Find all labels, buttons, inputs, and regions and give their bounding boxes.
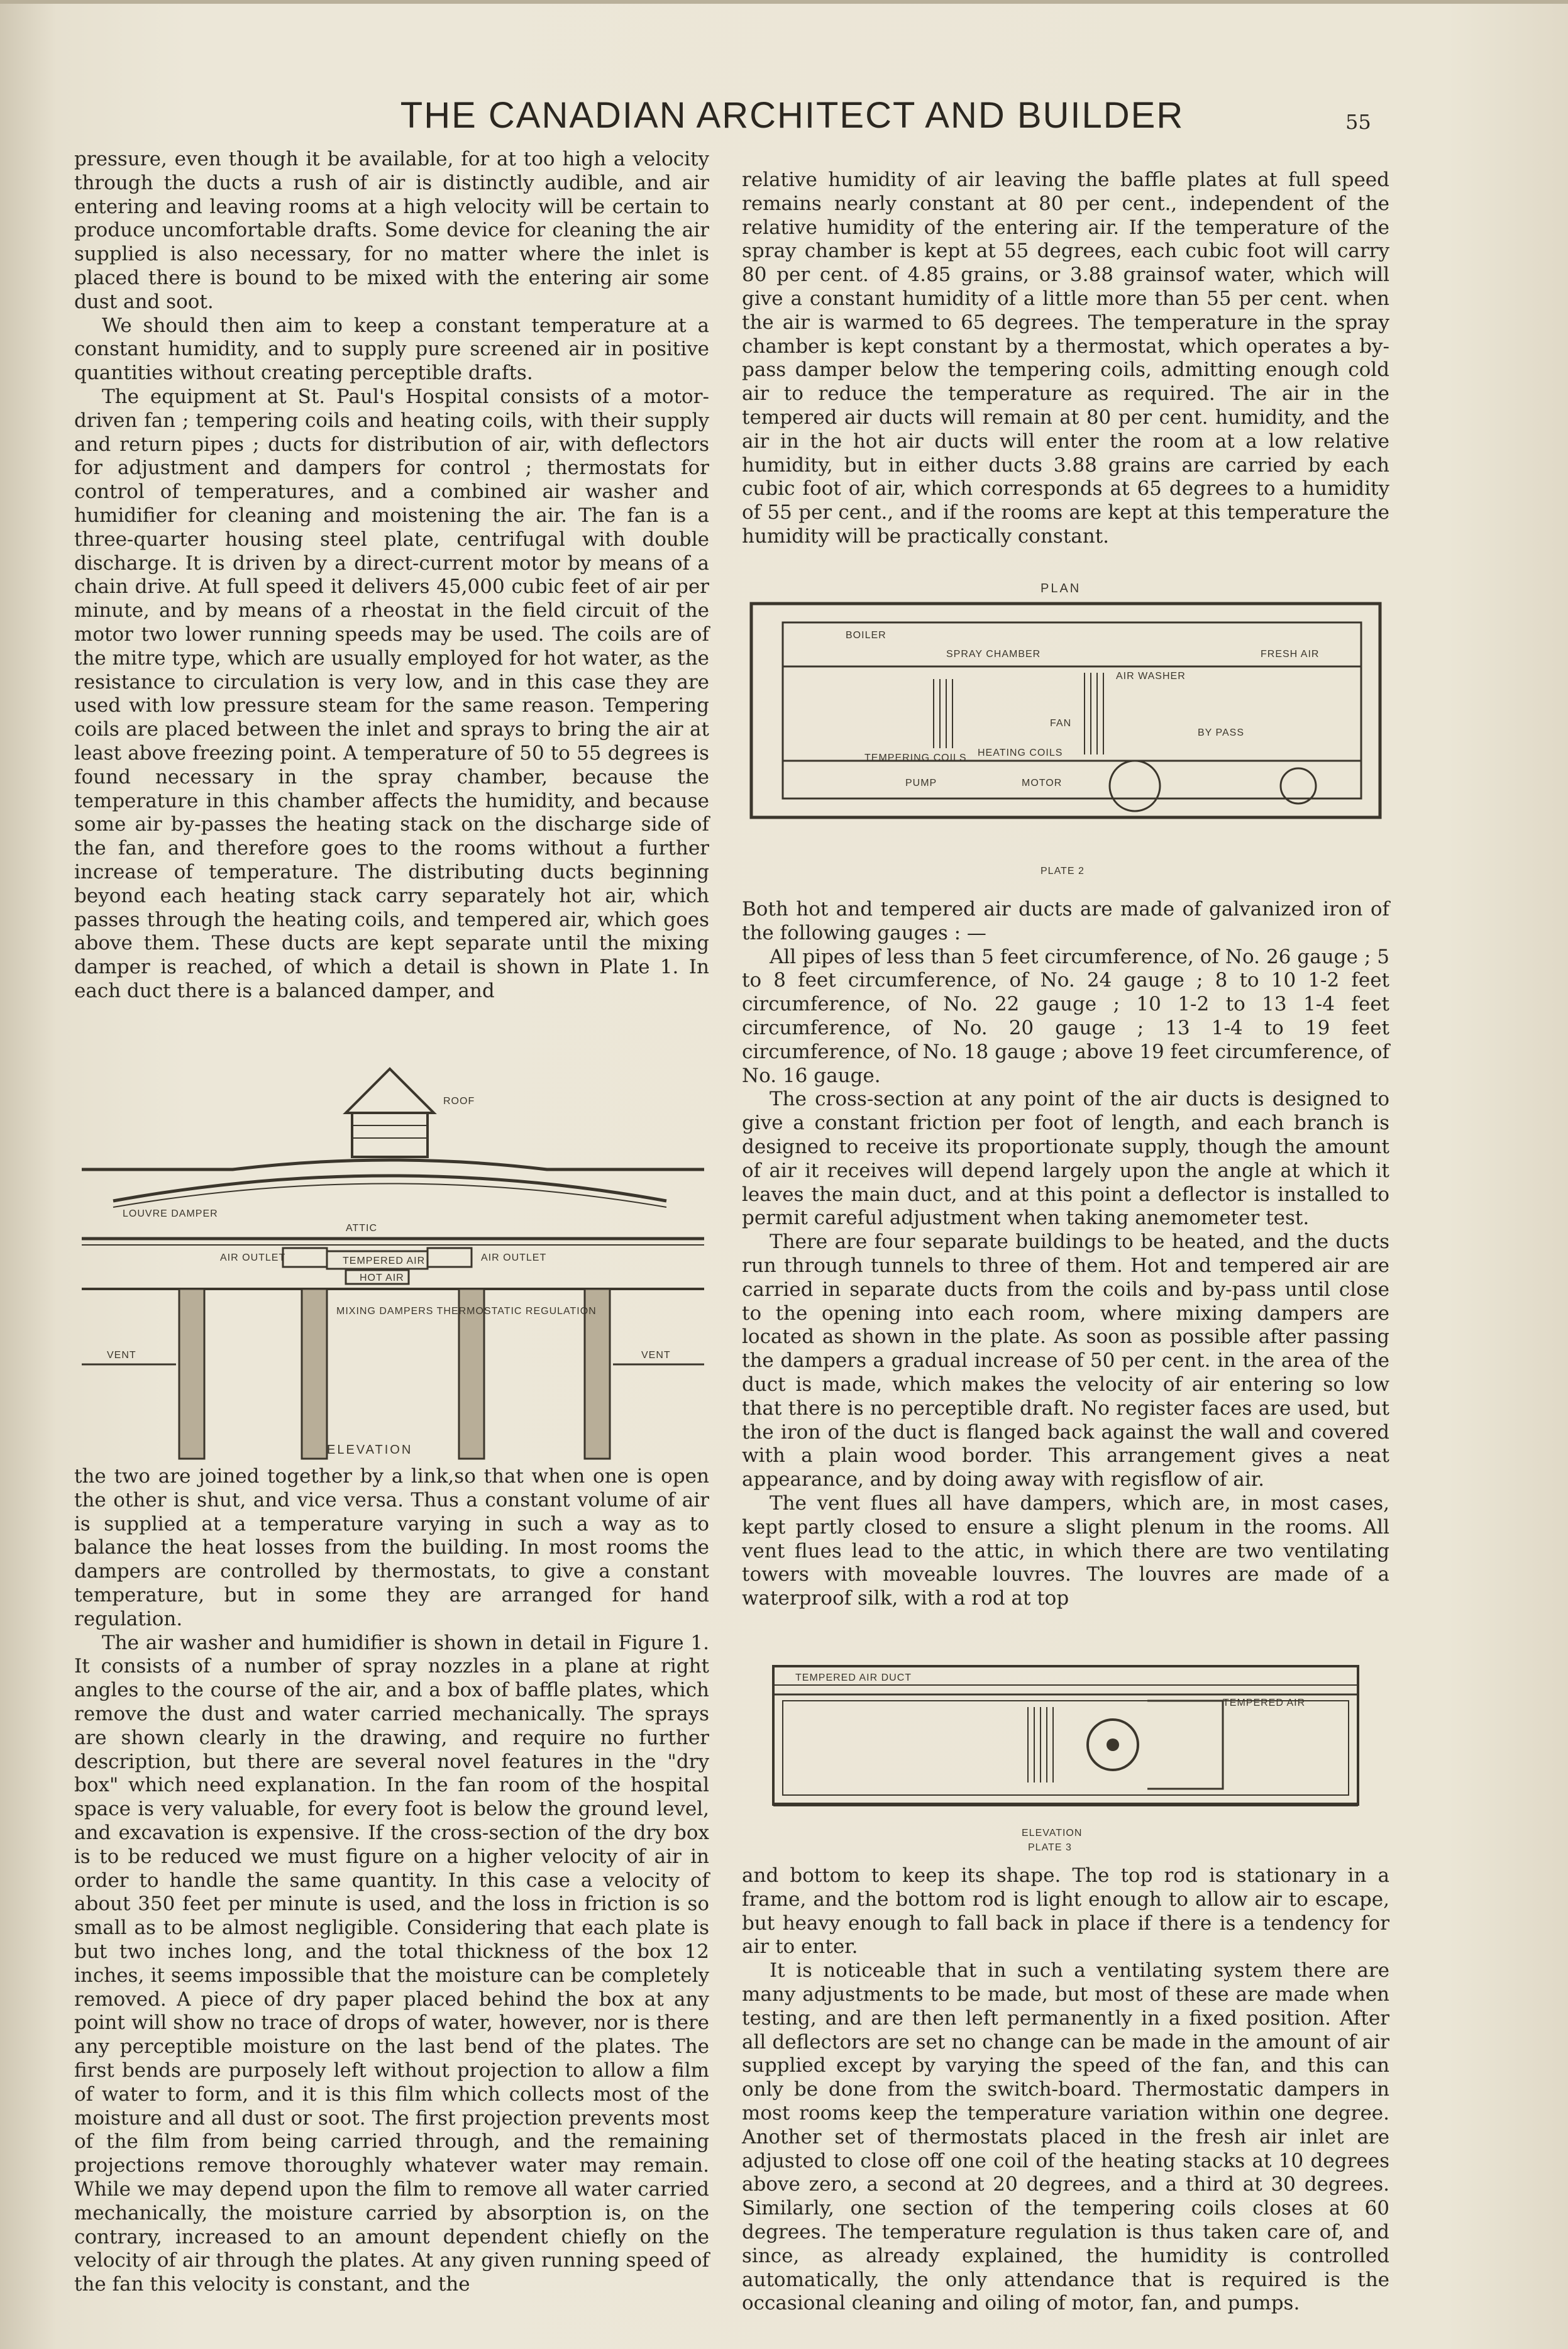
figure-caption-elevation: ELEVATION [327,1443,413,1457]
plan-label-tempering: TEMPERING COILS [864,753,967,763]
page-number: 55 [1345,110,1371,134]
figure-plan [745,578,1393,887]
paragraph: Both hot and tempered air ducts are made of galvanized iron of the following gauges : — [742,898,1389,944]
paragraph: All pipes of less than 5 feet circumference, of No. 26 gauge ; 5 to 8 feet circumference, of No. 24 gauge ; 8 to 10 1-2 feet circumference, of No. 22 gauge ; 10 1-2 to 13 1-4 feet circumference, of No. 20 gauge ; 13 1-4 to 19 feet circumference, of No. 18 gauge ; above 19 feet circumference, of No. 16 gauge. [742,945,1389,1087]
figure-fan-room-elevation [770,1663,1361,1855]
paragraph: We should then aim to keep a constant temperature at a constant humidity, and to supply pure screened air in positive quantities without creating perceptible drafts. [74,314,709,385]
right-column-mid [742,898,1389,1611]
elev2-label-hot: TEMPERED AIR [1223,1698,1306,1708]
plan-label-heating: HEATING COILS [978,748,1063,758]
plan-label-fan: FAN [1050,718,1072,729]
label-air-outlet-right: AIR OUTLET [481,1252,547,1263]
paragraph: The equipment at St. Paul's Hospital consists of a motor-driven fan ; tempering coils and heating coils, with their supply and return pipes ; ducts for distribution of air, with deflectors for adjustment and dampers for control ; thermostats for control of temperatures, and a combined air washer and humidifier for cleaning and moistening the air. The fan is a three-quarter housing steel plate, centrifugal with double discharge. It is driven by a direct-current motor by means of a chain drive. At full speed it delivers 45,000 cubic feet of air per minute, and by means of a rheostat in the field circuit of the motor two lower running speeds may be used. The coils are of the mitre type, which are usually employed for hot water, as the resistance to circulation is very low, and in this case they are used with low pressure steam for the same reason. Tempering coils are placed between the inlet and sprays to bring the air at least above freezing point. A temperature of 50 to 55 degrees is found necessary in the spray chamber, because the temperature in this chamber affects the humidity, and because some air by-passes the heating stack on the discharge side of the fan, and therefore goes to the rooms without a further increase of temperature. The distributing ducts beginning beyond each heating stack carry separately hot air, which passes through the heating coils, and tempered air, which goes above them. These ducts are kept separate until the mixing damper is reached, of which a detail is shown in Plate 1. In each duct there is a balanced damper, and [74,385,709,1002]
right-column-bottom [742,1864,1389,2316]
plan-label-fresh: FRESH AIR [1261,649,1320,660]
label-air-outlet-left: AIR OUTLET [220,1252,286,1263]
label-vent-right: VENT [641,1350,671,1361]
paragraph: and bottom to keep its shape. The top rod is stationary in a frame, and the bottom rod is light enough to allow air to escape, but heavy enough to fall back in place if there is a tendency for air to enter. [742,1864,1389,1959]
paragraph: It is noticeable that in such a ventilating system there are many adjustments to be made, but most of these are made when testing, and are then left permanently in a fixed position. After all deflectors are set no change can be made in the amount of air supplied except by varying the speed of the fan, and this can only be done from the switch-board. Thermostatic dampers in most rooms keep the temperature variation within one degree. Another set of thermostats placed in the fresh air inlet are adjusted to close off one coil of the heating stacks at 10 degrees above zero, a second at 20 degrees, and a third at 30 degrees. Similarly, one section of the tempering coils closes at 60 degrees. The temperature regulation is thus taken care of, and since, as already explained, the humidity is controlled automatically, the only attendance that is required is the occasional cleaning and oiling of motor, fan, and pumps. [742,1959,1389,2315]
paragraph: the two are joined together by a link,so that when one is open the other is shut, and vice versa. Thus a constant volume of air is supplied at a temperature varying in such a way as to balance the heat losses from the building. In most rooms the dampers are controlled by thermostats, to give a constant temperature, but in some they are arranged for hand regulation. [74,1465,709,1630]
figure-plan-caption: PLATE 2 [1041,866,1085,876]
page-top-border [0,0,1568,4]
plan-label-motor: MOTOR [1022,778,1063,788]
right-column-top [742,169,1389,549]
label-tempered-air: TEMPERED AIR [343,1256,426,1266]
label-hot-air: HOT AIR [360,1273,404,1283]
label-attic: ATTIC [346,1223,378,1234]
figure-attic-elevation [75,1056,710,1465]
label-vent-left: VENT [107,1350,136,1361]
label-mixing: MIXING DAMPERS THERMOSTATIC REGULATION [336,1306,597,1317]
label-roof: ROOF [443,1096,475,1107]
plan-label-washer: AIR WASHER [1116,671,1186,682]
figure-plan-title: PLAN [1041,582,1081,595]
paragraph: The air washer and humidifier is shown in detail in Figure 1. It consists of a number of spray nozzles in a plane at right angles to the course of the air, and a box of baffle plates, which remove the dust and water carried mechanically. The sprays are shown clearly in the drawing, and require no further description, but there are several novel features in the "dry box" which need explanation. In the fan room of the hospital space is very valuable, for every foot is below the ground level, and excavation is expensive. If the cross-section of the dry box is to be reduced we must figure on a higher velocity of air in order to handle the same quantity. In this case a velocity of about 350 feet per minute is used, and the loss in friction is so small as to be almost negligible. Considering that each plate is but two inches long, and the total thickness of the box 12 inches, it seems impossible that the moisture can be completely removed. A piece of dry paper placed behind the box at any point will show no trace of drops of water, however, nor is there any perceptible moisture on the last bend of the plates. The first bends are purposely left without projection to allow a film of water to form, and it is this film which collects most of the moisture and all dust or soot. The first projection prevents most of the film from being carried through, and the remaining projections remove thoroughly whatever water may remain. While we may depend upon the film to remove all water carried mechanically, the moisture carried by absorption is, on the contrary, increased to an amount dependent chiefly on the velocity of air through the plates. At any given running speed of the fan this velocity is constant, and the [74,1631,709,2296]
elev2-label-tempered: TEMPERED AIR DUCT [795,1672,912,1683]
elev2-caption: PLATE 3 [1028,1842,1072,1853]
plan-label-pump: PUMP [905,778,937,788]
left-column-bottom [74,1465,709,2297]
label-louvre: LOUVRE DAMPER [123,1208,218,1219]
paragraph: The cross-section at any point of the air ducts is designed to give a constant friction per foot of length, and each branch is designed to receive its proportionate supply, though the amount of air it receives will depend largely upon the angle at which it leaves the main duct, and at this point a deflector is installed to permit careful adjustment when taking anemometer test. [742,1088,1389,1230]
paragraph: relative humidity of air leaving the baffle plates at full speed remains nearly constant at 80 per cent., independent of the relative humidity of the entering air. If the temperature of the spray chamber is kept at 55 degrees, each cubic foot will carry 80 per cent. of 4.85 grains, or 3.88 grainsof water, which will give a constant humidity of a little more than 55 per cent. when the air is warmed to 65 degrees. The temperature in the spray chamber is kept constant by a thermostat, which operates a by-pass damper below the tempering coils, admitting enough cold air to reduce the temperature as required. The air in the tempered air ducts will remain at 80 per cent. humidity, and the air in the hot air ducts will enter the room at a low relative humidity, but in either ducts 3.88 grains are carried by each cubic foot of air, which corresponds at 65 degrees to a humidity of 55 per cent., and if the rooms are kept at this temperature the humidity will be practically constant. [742,169,1389,548]
page-header-title: THE CANADIAN ARCHITECT AND BUILDER [400,95,1184,136]
paragraph: There are four separate buildings to be heated, and the ducts run through tunnels to three of them. Hot and tempered air are carried in separate ducts from the coils and by-pass until close to the opening into each room, where mixing dampers are located as shown in the plate. As soon as possible after passing the dampers a gradual increase of 50 per cent. in the area of the duct is made, which makes the velocity of air entering so low that there is no perceptible draft. No register faces are used, but the iron of the duct is flanged back against the wall and covered with a plain wood border. This arrangement gives a neat appearance, and by doing away with regisflow of air. [742,1230,1389,1491]
paragraph: pressure, even though it be available, for at too high a velocity through the ducts a rush of air is distinctly audible, and air entering and leaving rooms at a high velocity will be certain to produce uncomfortable drafts. Some device for cleaning the air supplied is also necessary, for no matter where the inlet is placed there is bound to be mixed with the entering air some dust and soot. [74,148,709,313]
elev2-caption-title: ELEVATION [1022,1828,1083,1838]
plan-label-bypass: BY PASS [1198,727,1244,738]
plan-label-boiler: BOILER [846,630,886,641]
left-column-top [74,148,709,1003]
paragraph: The vent flues all have dampers, which are, in most cases, kept partly closed to ensure a slight plenum in the rooms. All vent flues lead to the attic, in which there are two ventilating towers with moveable louvres. The louvres are made of a waterproof silk, with a rod at top [742,1491,1389,1610]
plan-label-spray: SPRAY CHAMBER [946,649,1041,660]
